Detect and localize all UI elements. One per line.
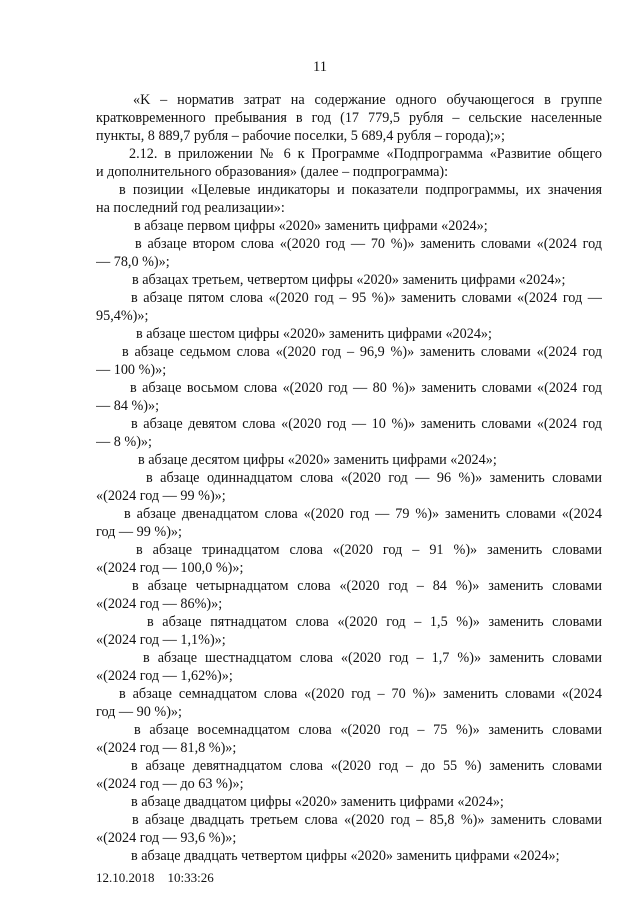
text-line: в абзацах третьем, четвертом цифры «2020» заменить цифрами «2024»; [132, 272, 566, 288]
text-line: в абзаце тринадцатом слова «(2020 год – 91 %)» заменить словами [136, 542, 602, 558]
text-line: в абзаце двадцатом цифры «2020» заменить цифрами «2024»; [131, 794, 504, 810]
text-line: — 78,0 %)»; [96, 254, 170, 270]
text-line: в абзаце втором слова «(2020 год — 70 %)» заменить словами «(2024 год [135, 236, 602, 252]
text-line: «(2024 год — 99 %)»; [96, 488, 226, 504]
page-number: 11 [313, 59, 327, 75]
print-time: 10:33:26 [167, 870, 214, 885]
print-timestamp [96, 870, 214, 886]
text-line: год — 90 %)»; [96, 704, 182, 720]
text-line: в абзаце двадцать четвертом цифры «2020» заменить цифрами «2024»; [131, 848, 560, 864]
text-line: в абзаце девятнадцатом слова «(2020 год – до 55 %) заменить словами [131, 758, 602, 774]
text-line: «(2024 год — 1,62%)»; [96, 668, 233, 684]
text-line: «K – норматив затрат на содержание одного обучающегося в группе [133, 92, 602, 108]
text-line: в абзаце двадцать третьем слова «(2020 год – 85,8 %)» заменить словами [132, 812, 602, 828]
print-date: 12.10.2018 [96, 870, 155, 885]
text-line: в абзаце пятнадцатом слова «(2020 год – 1,5 %)» заменить словами [147, 614, 602, 630]
text-line: «(2024 год — 1,1%)»; [96, 632, 226, 648]
text-line: и дополнительного образования» (далее – подпрограмма): [96, 164, 449, 180]
text-line: — 84 %)»; [96, 398, 160, 414]
text-line: в абзаце семнадцатом слова «(2020 год – 70 %)» заменить словами «(2024 [119, 686, 602, 702]
text-line: — 8 %)»; [96, 434, 152, 450]
text-line: в абзаце одиннадцатом слова «(2020 год — 96 %)» заменить словами [146, 470, 602, 486]
text-line: «(2024 год — 86%)»; [96, 596, 223, 612]
text-line: 2.12. в приложении № 6 к Программе «Подпрограмма «Развитие общего [129, 146, 602, 162]
text-line: пункты, 8 889,7 рубля – рабочие поселки, 5 689,4 рубля – города);»; [96, 128, 505, 144]
text-line: в абзаце пятом слова «(2020 год – 95 %)» заменить словами «(2024 год — [131, 290, 602, 306]
text-line: на последний год реализации»: [96, 200, 285, 216]
text-line: кратковременного пребывания в год (17 779,5 рубля – сельские населенные [96, 110, 602, 126]
text-line: «(2024 год — до 63 %)»; [96, 776, 244, 792]
text-line: в абзаце шестнадцатом слова «(2020 год – 1,7 %)» заменить словами [143, 650, 602, 666]
text-line: в абзаце девятом слова «(2020 год — 10 %)» заменить словами «(2024 год [131, 416, 602, 432]
text-line: в позиции «Целевые индикаторы и показатели подпрограммы, их значения [119, 182, 602, 198]
text-line: «(2024 год — 100,0 %)»; [96, 560, 244, 576]
text-line: в абзаце седьмом слова «(2020 год – 96,9 %)» заменить словами «(2024 год [122, 344, 602, 360]
text-line: — 100 %)»; [96, 362, 167, 378]
text-line: «(2024 год — 81,8 %)»; [96, 740, 237, 756]
text-line: «(2024 год — 93,6 %)»; [96, 830, 237, 846]
text-line: в абзаце первом цифры «2020» заменить цифрами «2024»; [134, 218, 488, 234]
text-line: в абзаце шестом цифры «2020» заменить цифрами «2024»; [136, 326, 492, 342]
text-line: в абзаце десятом цифры «2020» заменить цифрами «2024»; [138, 452, 497, 468]
text-line: в абзаце восьмом слова «(2020 год — 80 %)» заменить словами «(2024 год [130, 380, 602, 396]
text-line: в абзаце восемнадцатом слова «(2020 год – 75 %)» заменить словами [134, 722, 602, 738]
text-line: 95,4%)»; [96, 308, 149, 324]
text-line: в абзаце двенадцатом слова «(2020 год — 79 %)» заменить словами «(2024 [124, 506, 602, 522]
text-line: год — 99 %)»; [96, 524, 182, 540]
text-line: в абзаце четырнадцатом слова «(2020 год – 84 %)» заменить словами [132, 578, 602, 594]
